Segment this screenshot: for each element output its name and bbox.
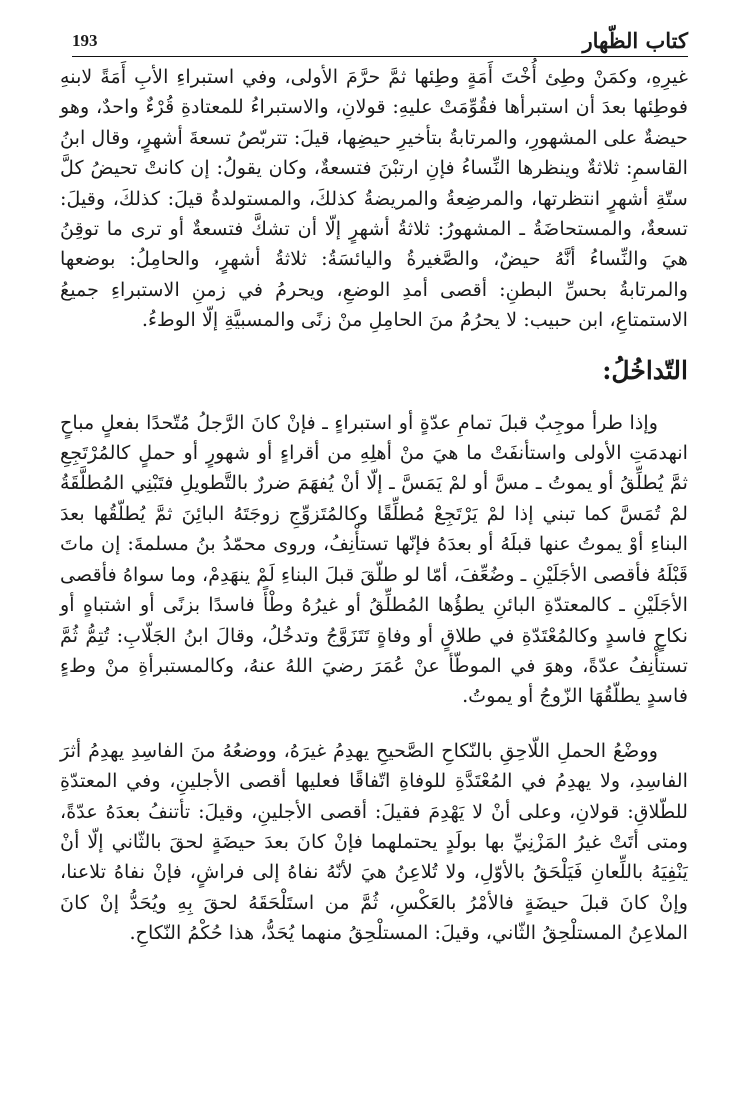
page-body bbox=[60, 62, 688, 949]
paragraph-istibra: غيرِهِ، وكمَنْ وطِئ أُخْتَ أَمَةٍ وطِئها ثمَّ حرَّمَ الأولى، وفي استبراءِ الأبِ أَمَةً لابنهِ فوطِئها بعدَ أن استبرأها فقُوِّمَتْ عليهِ: قولانِ، والاستبراءُ للمعتادةِ قُرْءٌ واحدٌ، وهو حيضةٌ على المشهورِ، والمرتابةُ بتأخيرِ حيضِها، قيلَ: تتربّصُ تسعةَ أشهرٍ، وقال ابنُ القاسمِ: ثلاثةٌ وينظرها النِّساءُ فإنِ ارتبْنَ فتسعةٌ، وكان يقولُ: إن كانتْ تحيضُ كلَّ ستّةِ أشهرٍ انتظرتها، والمرضِعةُ والمريضةُ كذلكَ، والمستولدةُ قيلَ: كذلكَ، وقيلَ: تسعةٌ، والمستحاضَةُ ـ المشهورُ: ثلاثةُ أشهرٍ إلّا أن تشكَّ فتسعةٌ أو ترى ما توقِنُ هيَ والنِّساءُ أنَّهُ حيضٌ، والصَّغيرةُ واليائسَةُ: ثلاثةُ أشهرٍ، والحامِلُ: بوضعها والمرتابةُ بحسِّ البطنِ: أقصى أمدِ الوضعِ، ويحرمُ في زمنِ الاستبراءِ جميعُ الاستمتاعِ، ابن حبيب: لا يحرُمُ منَ الحامِلِ منْ زنًى والمسبيَّةِ إلّا الوطءُ. bbox=[60, 65, 688, 332]
page-number: 193 bbox=[72, 31, 98, 50]
paragraph-wad-al-haml: ووضْعُ الحملِ اللّاحِقِ بالنّكاحِ الصَّحيحِ يهدِمُ غيرَهُ، ووضعُهُ منَ الفاسِدِ يهدِمُ أثرَ الفاسِدِ، ولا يهدِمُ في المُعْتَدَّةِ للوفاةِ اتّفاقًا فعليها أقصى الأجلينِ، وفي المعتدّةِ للطّلاقِ: قولانِ، وعلى أنْ لا يَهْدِمَ فقيلَ: أقصى الأجلينِ، وقيلَ: تأتنفُ بعدَهُ عدّةً، ومتى أتَتْ غيرُ المَزْنِيِّ بها بولَدٍ يحتملهما فإنْ كانَ بعدَ حيضَةٍ لحقَ بالثّاني إلّا أنْ يَنْفِيَهُ باللِّعانِ فَيَلْحَقُ بالأوّلِ، ولا تُلاعِنُ هيَ لأنّهُ نفاهُ إلى فراشٍ، فإنْ نفاهُ تلاعنا، وإنْ كانَ قبلَ حيضَةٍ فالأمْرُ بالعَكْسِ، ثُمَّ من استَلْحَقَهُ لحقَ بِهِ ويُحَدُّ إنْ كانَ الملاعِنُ المستلْحِقُ الثّاني، وقيلَ: المستلْحِقُ منهما يُحَدُّ، هذا حُكْمُ النّكاحِ. bbox=[60, 738, 688, 945]
paragraph-tadakhul: وإذا طرأ موجِبٌ قبلَ تمامِ عدّةٍ أو استبراءٍ ـ فإنْ كانَ الرَّجلُ مُتّحدًا بفعلٍ مباحٍ انهدمَتِ الأولى واستأنفَتْ ما هيَ منْ أهلِهِ من أقراءٍ أو شهورٍ أو حملٍ كالمُرْتَجِعِ ثمَّ يُطلِّقُ أو يموتُ ـ مسَّ أو لمْ يَمَسَّ ـ إلّا أنْ يُفهَمَ ضررٌ بالتَّطويلِ فتَبْنِي المُطلَّقَةُ لمْ تُمَسَّ كما تبني إذا لمْ يَرْتَجِعْ مُطلِّقًا وكالمُتَزوِّجِ زوجَتَهُ البائِنَ ثمَّ يُطلّقُها بعدَ البناءِ أوْ يموتُ عنها قبلَهُ أو بعدَهُ فإنّها تستأْنِفُ، وروى محمّدُ بنُ مسلمةَ: إن ماتَ قَبْلَهُ فأقصى الأجَلَيْنِ ـ وضُعِّفَ، أمّا لو طلّقَ قبلَ البناءِ لَمْ ينهَدِمْ، وما سواهُ فأقصى الأجَلَيْنِ ـ كالمعتدّةِ البائنِ يطؤُها المُطلِّقُ أو غيرُهُ وطْأً فاسدًا بزنًى أو اشتباهٍ أو نكاحٍ فاسدٍ وكالمُعْتَدّةِ في طلاقٍ أو وفاةٍ تَتَزَوَّجُ وتدخُلُ، وقالَ ابنُ الجَلّابِ: تُتِمُّ ثُمَّ تستأْنِفُ عدّةً، وهوَ في الموطّأ عنْ عُمَرَ رضيَ اللهُ عنهُ، وكالمستبرأةِ منْ وطءٍ فاسدٍ يطلّقُهَا الزّوجُ أو يموتُ. bbox=[60, 410, 688, 708]
running-title: كتاب الظّهار bbox=[582, 28, 688, 53]
section-heading: التّداخُلُ: bbox=[602, 355, 688, 385]
page-header bbox=[72, 22, 688, 57]
